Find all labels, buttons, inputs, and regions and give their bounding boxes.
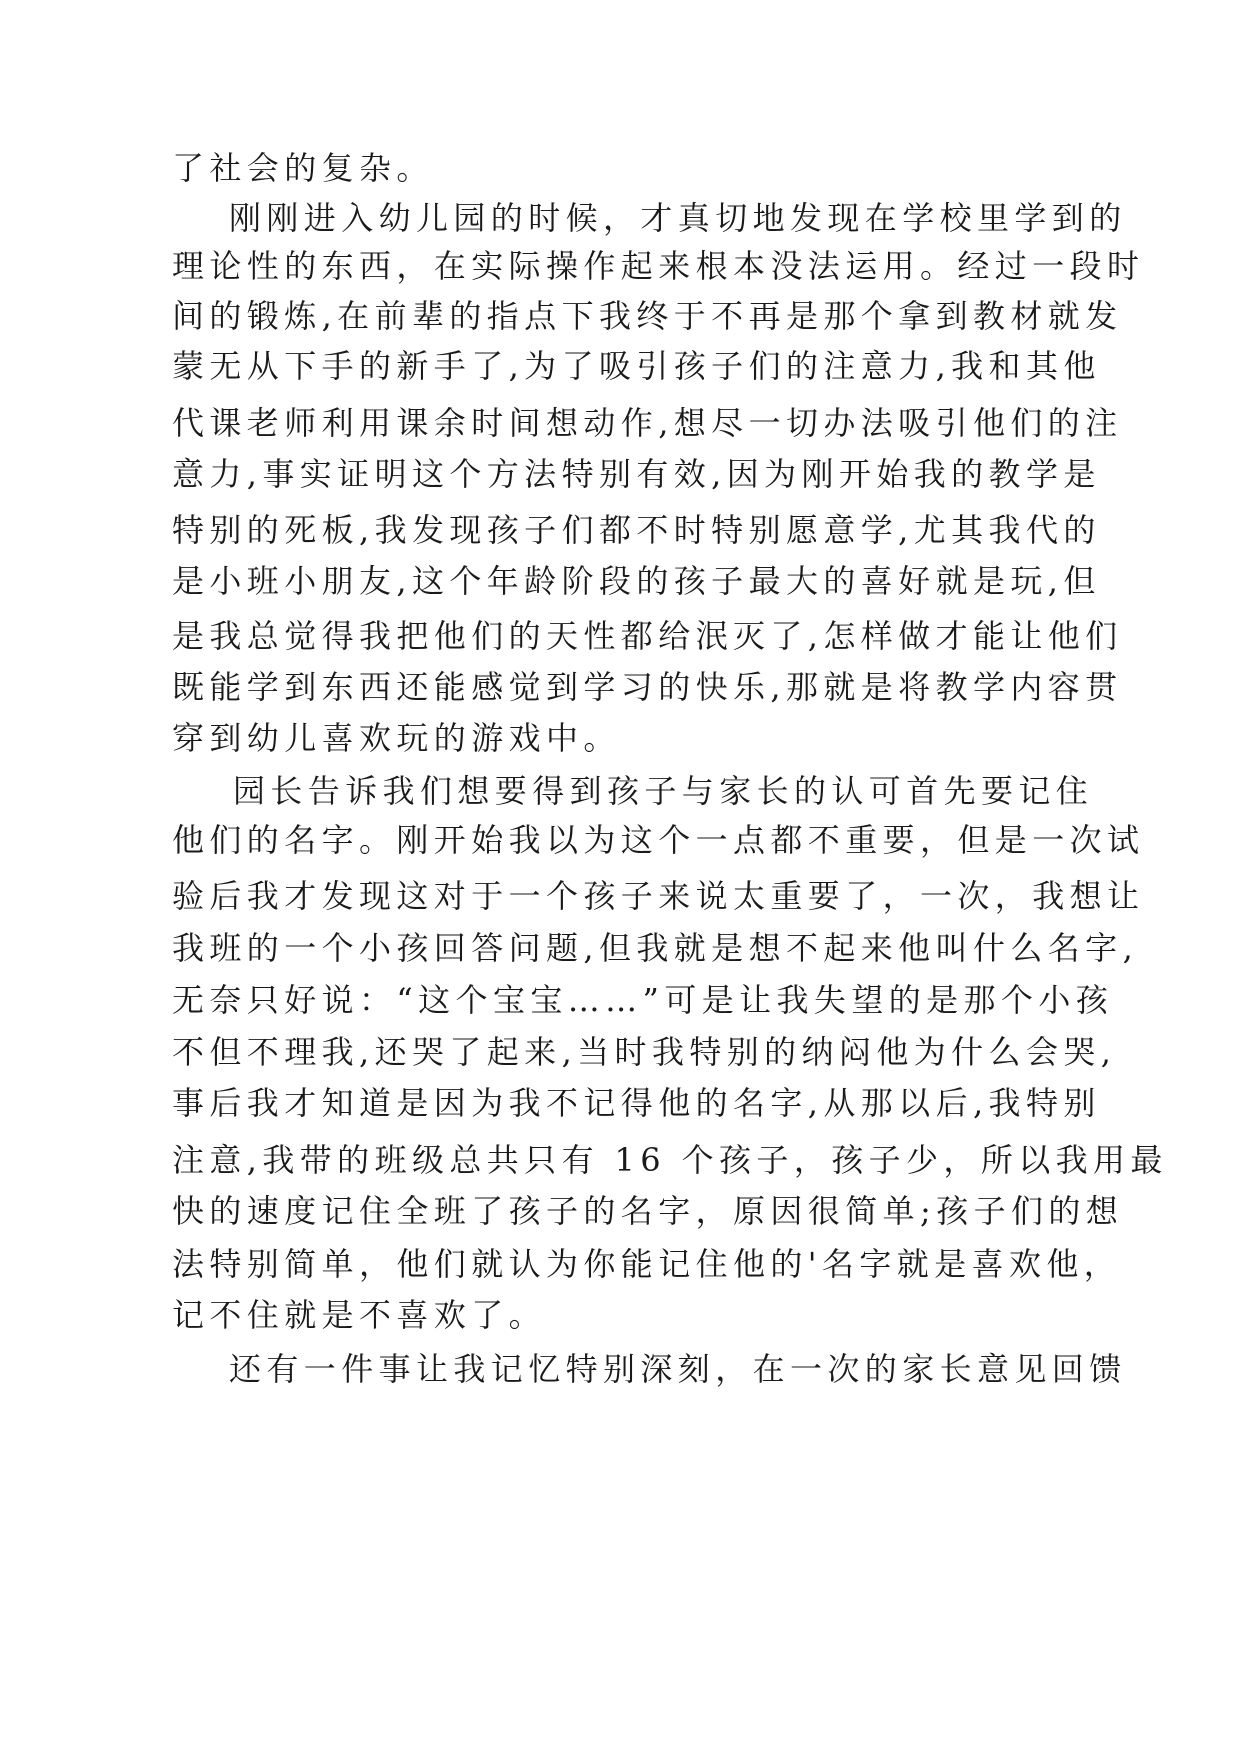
text-line: 法特别简单，他们就认为你能记住他的'名字就是喜欢他， xyxy=(172,1245,1122,1283)
text-line: 还有一件事让我记忆特别深刻，在一次的家长意见回馈 xyxy=(229,1350,1127,1388)
text-line: 园长告诉我们想要得到孩子与家长的认可首先要记住 xyxy=(233,772,1094,810)
text-line: 特别的死板,我发现孩子们都不时特别愿意学,尤其我代的 xyxy=(172,511,1101,549)
text-line: 记不住就是不喜欢了。 xyxy=(172,1296,547,1334)
text-line: 了社会的复杂。 xyxy=(172,149,434,187)
text-line: 他们的名字。刚开始我以为这个一点都不重要，但是一次试 xyxy=(172,821,1145,859)
text-line: 无奈只好说：“这个宝宝……”可是让我失望的是那个小孩 xyxy=(172,981,1114,1019)
text-line: 不但不理我,还哭了起来,当时我特别的纳闷他为什么会哭, xyxy=(172,1033,1117,1071)
text-line: 注意,我带的班级总共只有 16 个孩子，孩子少，所以我用最 xyxy=(172,1141,1168,1179)
text-line: 穿到幼儿喜欢玩的游戏中。 xyxy=(172,719,621,757)
text-line: 既能学到东西还能感觉到学习的快乐,那就是将教学内容贯 xyxy=(172,668,1123,706)
text-line: 是小班小朋友,这个年龄阶段的孩子最大的喜好就是玩,但 xyxy=(172,562,1101,600)
text-line: 意力,事实证明这个方法特别有效,因为刚开始我的教学是 xyxy=(172,455,1101,493)
text-line: 我班的一个小孩回答问题,但我就是想不起来他叫什么名字, xyxy=(172,929,1139,967)
text-line: 代课老师利用课余时间想动作,想尽一切办法吸引他们的注 xyxy=(172,404,1123,442)
text-line: 间的锻炼,在前辈的指点下我终于不再是那个拿到教材就发 xyxy=(172,297,1123,335)
text-line: 理论性的东西，在实际操作起来根本没法运用。经过一段时 xyxy=(172,247,1145,285)
text-line: 事后我才知道是因为我不记得他的名字,从那以后,我特别 xyxy=(172,1084,1101,1122)
text-line: 刚刚进入幼儿园的时候，才真切地发现在学校里学到的 xyxy=(229,199,1127,237)
text-line: 是我总觉得我把他们的天性都给泯灭了,怎样做才能让他们 xyxy=(172,617,1123,655)
text-line: 验后我才发现这对于一个孩子来说太重要了，一次，我想让 xyxy=(172,877,1145,915)
text-line: 蒙无从下手的新手了,为了吸引孩子们的注意力,我和其他 xyxy=(172,347,1101,385)
text-line: 快的速度记住全班了孩子的名字，原因很简单;孩子们的想 xyxy=(172,1192,1124,1230)
